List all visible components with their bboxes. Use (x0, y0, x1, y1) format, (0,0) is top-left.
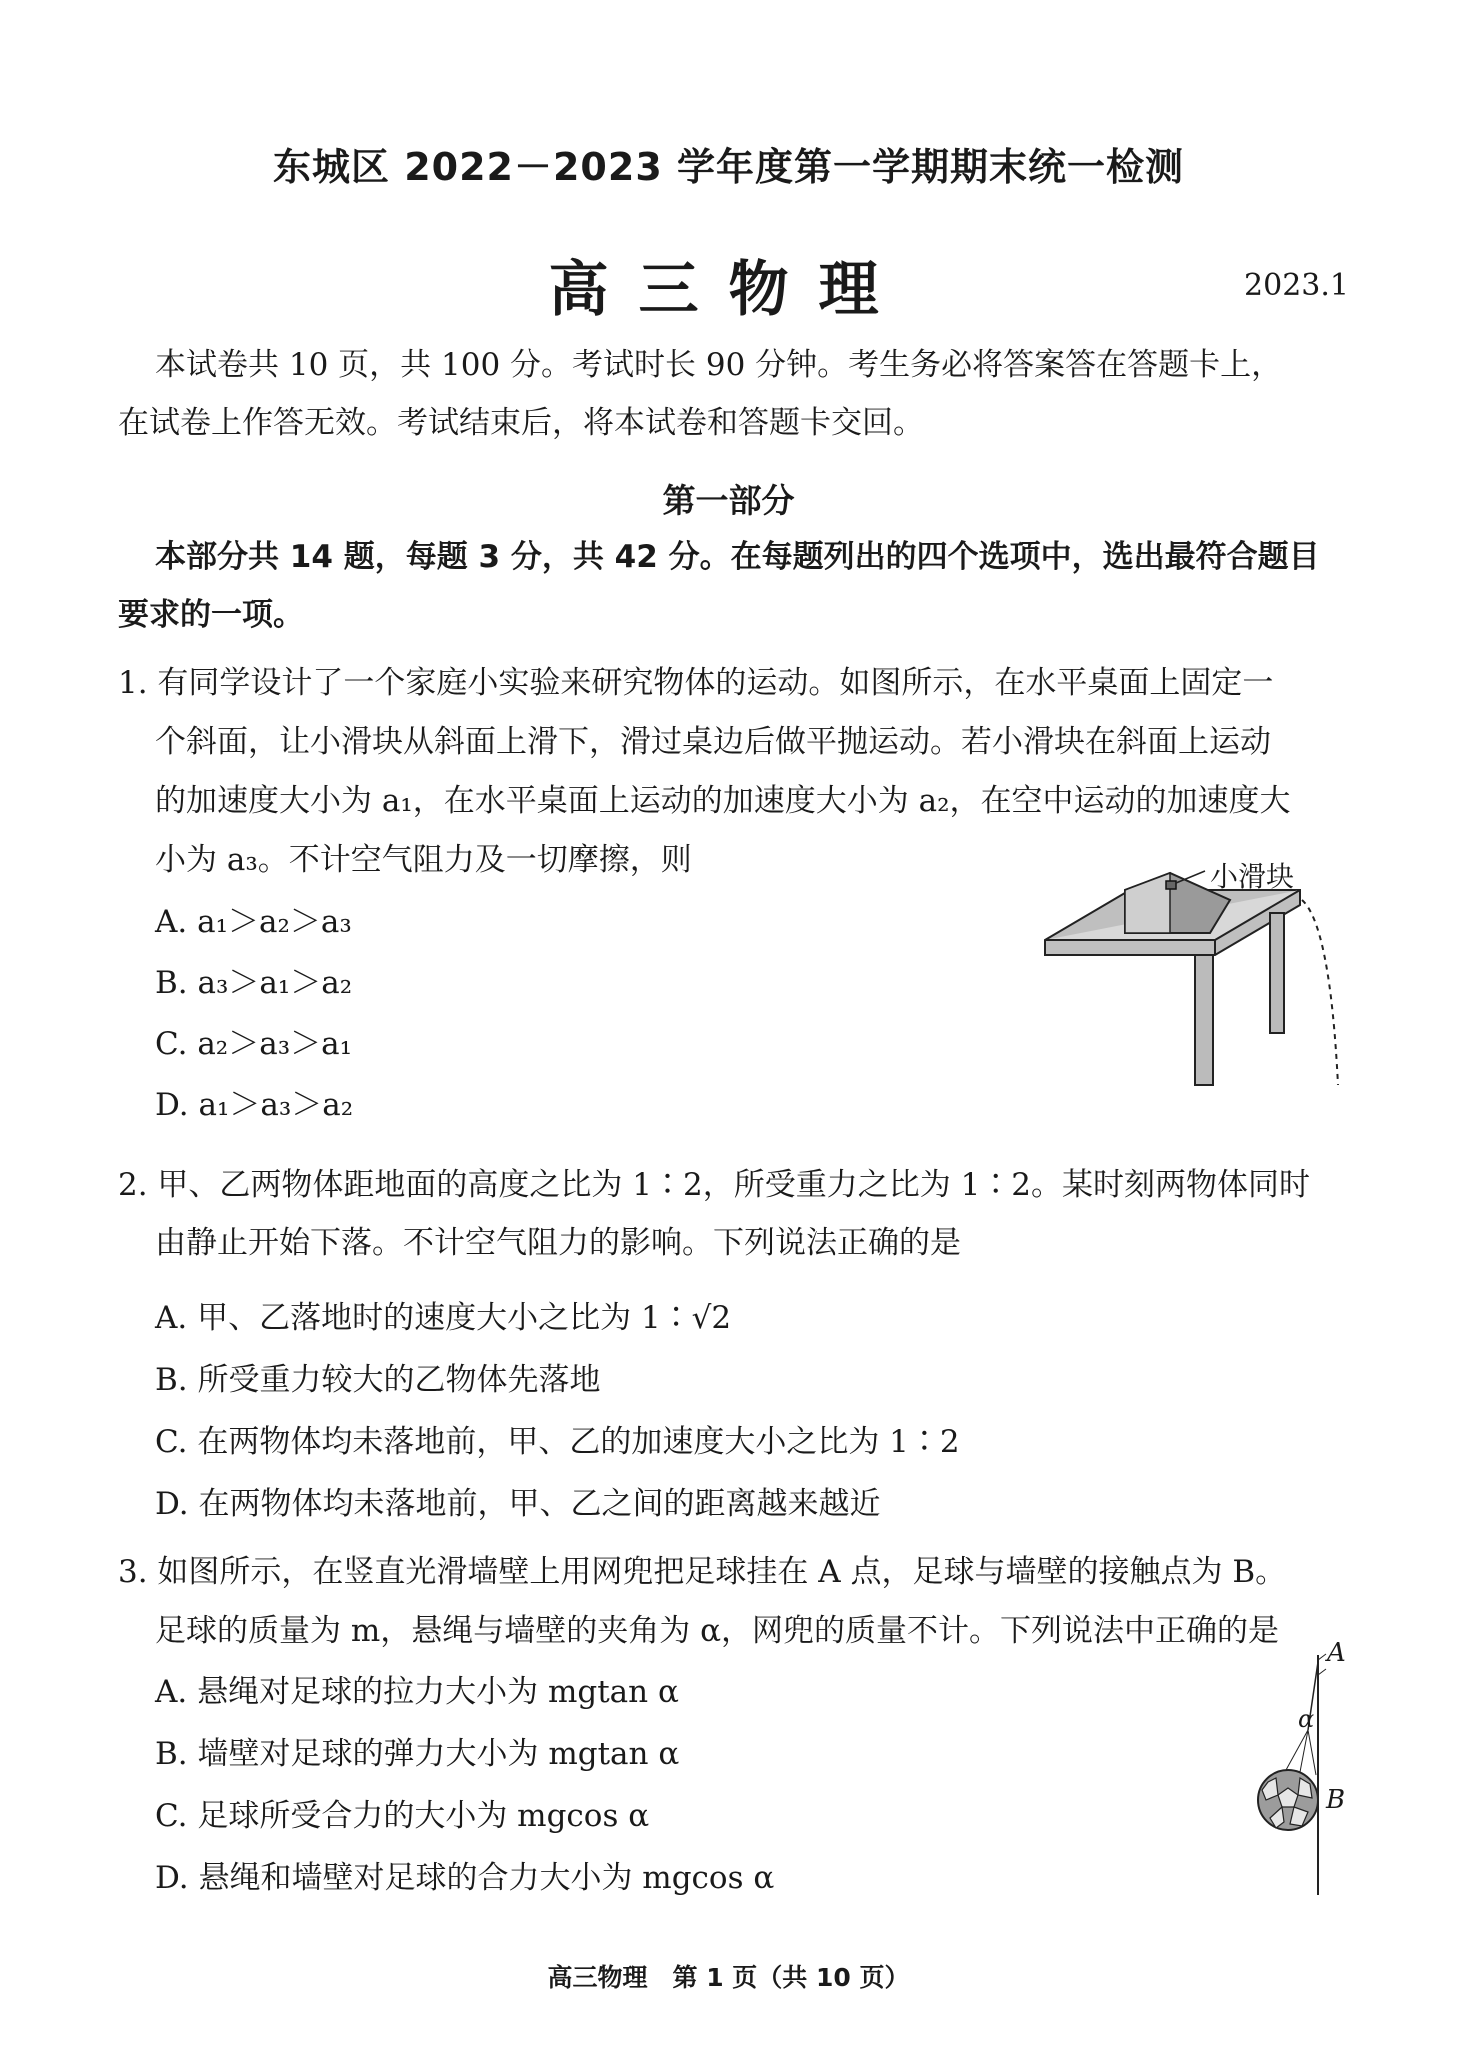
part-desc-line-1: 本部分共 14 题，每题 3 分，共 42 分。在每题列出的四个选项中，选出最符合题目 (155, 539, 1320, 575)
q3-option-b: B. 墙壁对足球的弹力大小为 mgtan α (155, 1736, 680, 1772)
q1-stem-line-1: 1. 有同学设计了一个家庭小实验来研究物体的运动。如图所示，在水平桌面上固定一 (118, 665, 1274, 701)
table-incline-figure (1040, 845, 1350, 1090)
slider-label: 小滑块 (1210, 860, 1295, 893)
q1-stem-line-2: 个斜面，让小滑块从斜面上滑下，滑过桌边后做平抛运动。若小滑块在斜面上运动 (155, 724, 1271, 760)
q3-stem-line-2: 足球的质量为 m，悬绳与墙壁的夹角为 α，网兜的质量不计。下列说法中正确的是 (155, 1613, 1280, 1649)
q2-stem-line-1: 2. 甲、乙两物体距地面的高度之比为 1∶2，所受重力之比为 1∶2。某时刻两物体同时 (118, 1167, 1311, 1203)
q2-option-c: C. 在两物体均未落地前，甲、乙的加速度大小之比为 1∶2 (155, 1424, 960, 1460)
q1-option-a: A. a₁＞a₂＞a₃ (155, 904, 352, 940)
q1-stem-line-4: 小为 a₃。不计空气阻力及一切摩擦，则 (155, 842, 692, 878)
q1-stem-line-3: 的加速度大小为 a₁，在水平桌面上运动的加速度大小为 a₂，在空中运动的加速度大 (155, 783, 1291, 819)
q2-option-d: D. 在两物体均未落地前，甲、乙之间的距离越来越近 (155, 1486, 881, 1522)
q2-option-a: A. 甲、乙落地时的速度大小之比为 1∶√2 (155, 1300, 732, 1336)
part-title: 第一部分 (662, 481, 795, 520)
q3-stem-line-1: 3. 如图所示，在竖直光滑墙壁上用网兜把足球挂在 A 点，足球与墙壁的接触点为 B。 (118, 1554, 1287, 1590)
q2-stem-line-2: 由静止开始下落。不计空气阻力的影响。下列说法正确的是 (155, 1225, 961, 1261)
subject-title: 高三物理 (548, 255, 909, 325)
exam-title: 东城区 2022－2023 学年度第一学期期末统一检测 (273, 145, 1184, 189)
football-wall-figure (1250, 1650, 1340, 1900)
slider-block-icon (1166, 881, 1176, 889)
figure-label-b: B (1326, 1785, 1346, 1815)
q3-option-d: D. 悬绳和墙壁对足球的合力大小为 mgcos α (155, 1860, 775, 1896)
figure-label-a: A (1327, 1638, 1346, 1668)
q1-option-c: C. a₂＞a₃＞a₁ (155, 1026, 353, 1062)
page-footer: 高三物理 第 1 页（共 10 页） (547, 1963, 910, 1992)
figure-label-alpha: α (1298, 1705, 1315, 1733)
q2-option-b: B. 所受重力较大的乙物体先落地 (155, 1362, 601, 1398)
exam-date: 2023.1 (1244, 268, 1349, 303)
q1-option-d: D. a₁＞a₃＞a₂ (155, 1087, 354, 1123)
q3-option-c: C. 足球所受合力的大小为 mgcos α (155, 1798, 650, 1834)
part-desc-line-2: 要求的一项。 (118, 597, 304, 633)
instructions-line-1: 本试卷共 10 页，共 100 分。考试时长 90 分钟。考生务必将答案答在答题卡上， (155, 347, 1283, 383)
q1-option-b: B. a₃＞a₁＞a₂ (155, 965, 353, 1001)
q3-option-a: A. 悬绳对足球的拉力大小为 mgtan α (155, 1674, 679, 1710)
instructions-line-2: 在试卷上作答无效。考试结束后，将本试卷和答题卡交回。 (118, 405, 924, 441)
